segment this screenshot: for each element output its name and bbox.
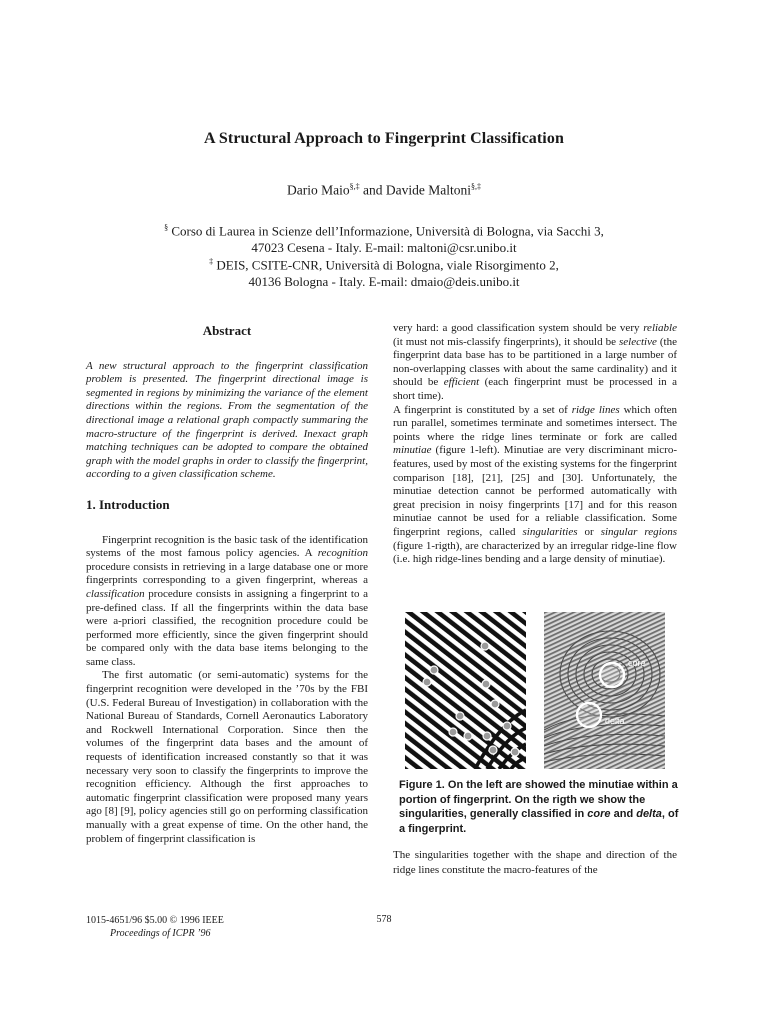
core-marker-circle (600, 663, 624, 687)
left-column (86, 320, 368, 846)
figure-1 (405, 612, 667, 772)
figure-1-right-singularities-image (544, 612, 665, 769)
term-singular-regions: singular regions (600, 525, 678, 538)
page-number: 578 (376, 914, 392, 925)
footer-issn-line: 1015-4651/96 $5.00 © 1996 IEEE (86, 915, 224, 926)
core-label: core (628, 658, 646, 668)
affiliation-2-line-2: 40136 Bologna - Italy. E-mail: dmaio@deis.unibo.it (248, 274, 520, 290)
intro-paragraph-2: The first automatic (or semi-automatic) systems for the fingerprint recognition were developed in the ’70s by the FBI (U.S. Federal Bureau of Investigation) in collaboration with the National Bureau of Standards, Cornell Aeronautics Laboratory and Rockwell International Corporation. Since then the volumes of the fingerprint data bases and the amount of requests of identification increased constantly so that it was necessary very soon to classify the fingerprints to improve the recognition efficiency. Although the first approaches to automatic fingerprint classification were proposed many years ago [8] [9], policy agencies still go on performing classification manually with a great expense of time. On the other hand, the problem of fingerprint classification is (86, 669, 368, 845)
term-minutiae: minutiae (393, 444, 432, 457)
author-2-mark: §,‡ (470, 182, 481, 191)
figure-1-left-minutiae-image (405, 612, 526, 769)
affiliation-2-line-1: DEIS, CSITE-CNR, Università di Bologna, viale Risorgimento 2, (216, 257, 559, 273)
caption-term-core: core (587, 808, 611, 820)
delta-marker-circle (577, 703, 601, 727)
term-singularities: singularities (522, 525, 578, 538)
term-efficient: efficient (443, 376, 480, 389)
figure-1-caption: Figure 1. On the left are showed the minutiae within a portion of fingerprint. On the rigth we show the singularities, generally classified in core and delta, of a fingerprint. (399, 779, 679, 835)
author-2: Davide Maltoni (385, 182, 471, 198)
intro-paragraph-1: Fingerprint recognition is the basic task of the identification systems of the most famous policy agencies. A recognition procedure consists in retrieving in a large database one or more fingerprints corresponding to a given fingerprint, whereas a classification procedure consists in assigning a fingerprint to a pre-defined class. If all the fingerprints within the data base were a-priori classified, the recognition procedure could be performed more efficiently, since the given fingerprint should be compared only with the data base items belonging to the same class. (86, 533, 368, 668)
paper-title: A Structural Approach to Fingerprint Classification (204, 130, 564, 147)
term-recognition: recognition (317, 547, 368, 560)
delta-label: delta (605, 716, 625, 726)
right-paragraph-3: The singularities together with the shape and direction of the ridge lines constitute the macro-features of the (393, 849, 677, 876)
term-ridge-lines: ridge lines (571, 403, 620, 416)
affiliation-2-mark: ‡ (209, 257, 214, 266)
singularities-fingerprint-graphic (544, 612, 665, 769)
affiliation-1-line-2: 47023 Cesena - Italy. E-mail: maltoni@csr.unibo.it (251, 240, 517, 256)
right-column (393, 322, 677, 567)
affiliation-1-mark: § (164, 223, 169, 232)
abstract-text: A new structural approach to the fingerprint classification problem is presented. The fingerprint directional image is segmented in regions by minimizing the variance of the element directions within the regions. From the segmentation of the directional image a relational graph compactly summaring the macro-structure of the fingerprint is derived. Inexact graph matching techniques can be adopted to compare the obtained graph with the model graphs in order to classify the fingerprint, according to a given classification scheme. (86, 359, 368, 481)
minutiae-fingerprint-graphic (405, 612, 526, 769)
section-heading-introduction: 1. Introduction (86, 496, 170, 512)
affiliation-1 (60, 219, 708, 256)
term-classification: classification (86, 587, 145, 600)
author-1: Dario Maio (287, 182, 350, 198)
term-reliable: reliable (643, 322, 677, 334)
term-selective: selective (619, 335, 657, 348)
affiliation-1-line-1: Corso di Laurea in Scienze dell’Informazione, Università di Bologna, via Sacchi 3, (171, 223, 604, 239)
author-line (0, 182, 768, 199)
right-paragraph-1: very hard: a good classification system should be very reliable (it must not mis-classify fingerprints), it should be selective (the fingerprint data base has to be partitioned in a large number of non-overlapping classes with about the same cardinality) and it should be efficient (each fingerprint must be processed in a short time). (393, 322, 677, 402)
author-conjunction: and (359, 182, 386, 198)
author-1-mark: §,‡ (349, 182, 360, 191)
caption-term-delta: delta (636, 808, 662, 820)
abstract-heading: Abstract (202, 323, 252, 338)
affiliation-2 (60, 253, 708, 290)
footer-proceedings: Proceedings of ICPR ’96 (110, 928, 211, 939)
right-paragraph-2: A fingerprint is constituted by a set of ridge lines which often run parallel, sometimes terminate and sometimes intersect. The points where the ridge lines terminate or fork are called minutiae (figure 1-left). Minutiae are very discriminant micro-features, used by most of the existing systems for the fingerprint comparison [18], [21], [25] and [30]. Unfortunately, the minutiae detection cannot be performed automatically with great precision in noisy fingerprints [17] and for this reason minutiae cannot be used for a reliable classification. Some fingerprint regions, called singularities or singular regions (figure 1-rigth), are characterized by an irregular ridge-line flow (i.e. high ridge-lines bending and a large density of minutiae). (393, 403, 678, 566)
